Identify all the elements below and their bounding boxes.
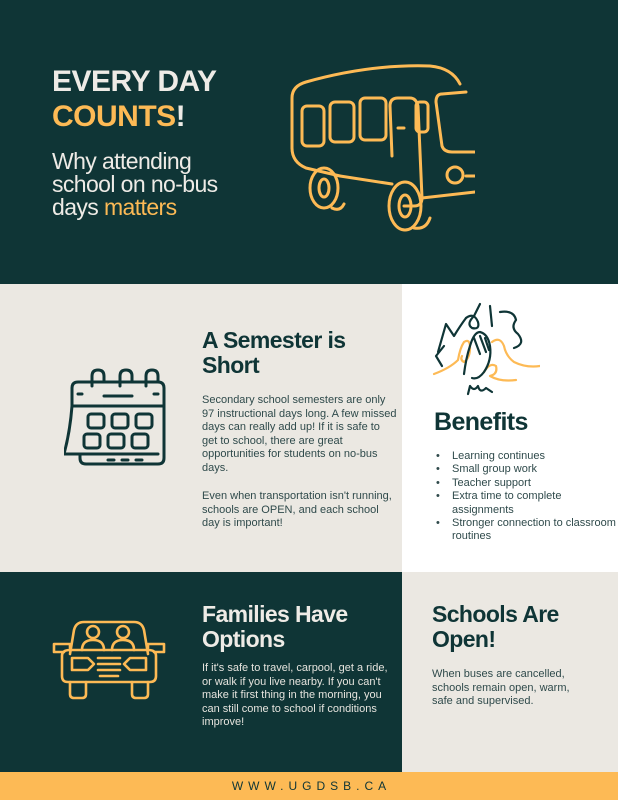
semester-paragraph-2: Even when transportation isn't running, schools are OPEN, and each school day is important!	[202, 490, 392, 530]
benefit-item: • Stronger connection to classroom routines	[436, 517, 616, 544]
title-punct: !	[175, 100, 186, 133]
main-title	[52, 64, 216, 134]
semester-title: A Semester is Short	[202, 327, 346, 378]
subtitle-line-2: school on no-bus	[52, 171, 218, 197]
semester-section	[0, 284, 402, 572]
website-link[interactable]: WWW.UGDSB.CA	[231, 779, 392, 793]
bus-icon	[280, 58, 475, 238]
benefits-title: Benefits	[434, 408, 528, 436]
benefits-list	[436, 450, 616, 544]
benefit-item: • Learning continues	[436, 450, 616, 463]
families-title: Families Have Options	[202, 601, 348, 652]
benefit-item: • Teacher support	[436, 477, 616, 490]
car-icon	[50, 620, 166, 700]
schools-open-title: Schools Are Open!	[432, 601, 559, 652]
calendar-icon	[64, 362, 168, 466]
title-accent: COUNTS	[52, 100, 176, 133]
schools-open-paragraph: When buses are cancelled, schools remain open, warm, safe and supervised.	[432, 668, 570, 708]
subtitle-line-3: days	[52, 194, 104, 220]
footer	[0, 772, 618, 800]
high-five-icon	[430, 302, 540, 400]
schools-open-section	[402, 572, 618, 772]
subtitle	[52, 150, 218, 219]
benefit-item: • Small group work	[436, 463, 616, 476]
subtitle-line-1: Why attending	[52, 148, 192, 174]
title-line-1: EVERY DAY	[52, 65, 217, 98]
families-paragraph: If it's safe to travel, carpool, get a ride, or walk if you live nearby. If you can't make it first thing in the morning, you can still come to school if conditions improve!	[202, 662, 388, 729]
subtitle-accent: matters	[103, 194, 177, 220]
hero-header	[0, 0, 618, 284]
benefit-item: • Extra time to complete assignments	[436, 490, 616, 517]
semester-paragraph-1: Secondary school semesters are only 97 instructional days long. A few missed days can really add up! If it is safe to get to school, there are great opportunities for students on no-bus days.	[202, 394, 397, 474]
